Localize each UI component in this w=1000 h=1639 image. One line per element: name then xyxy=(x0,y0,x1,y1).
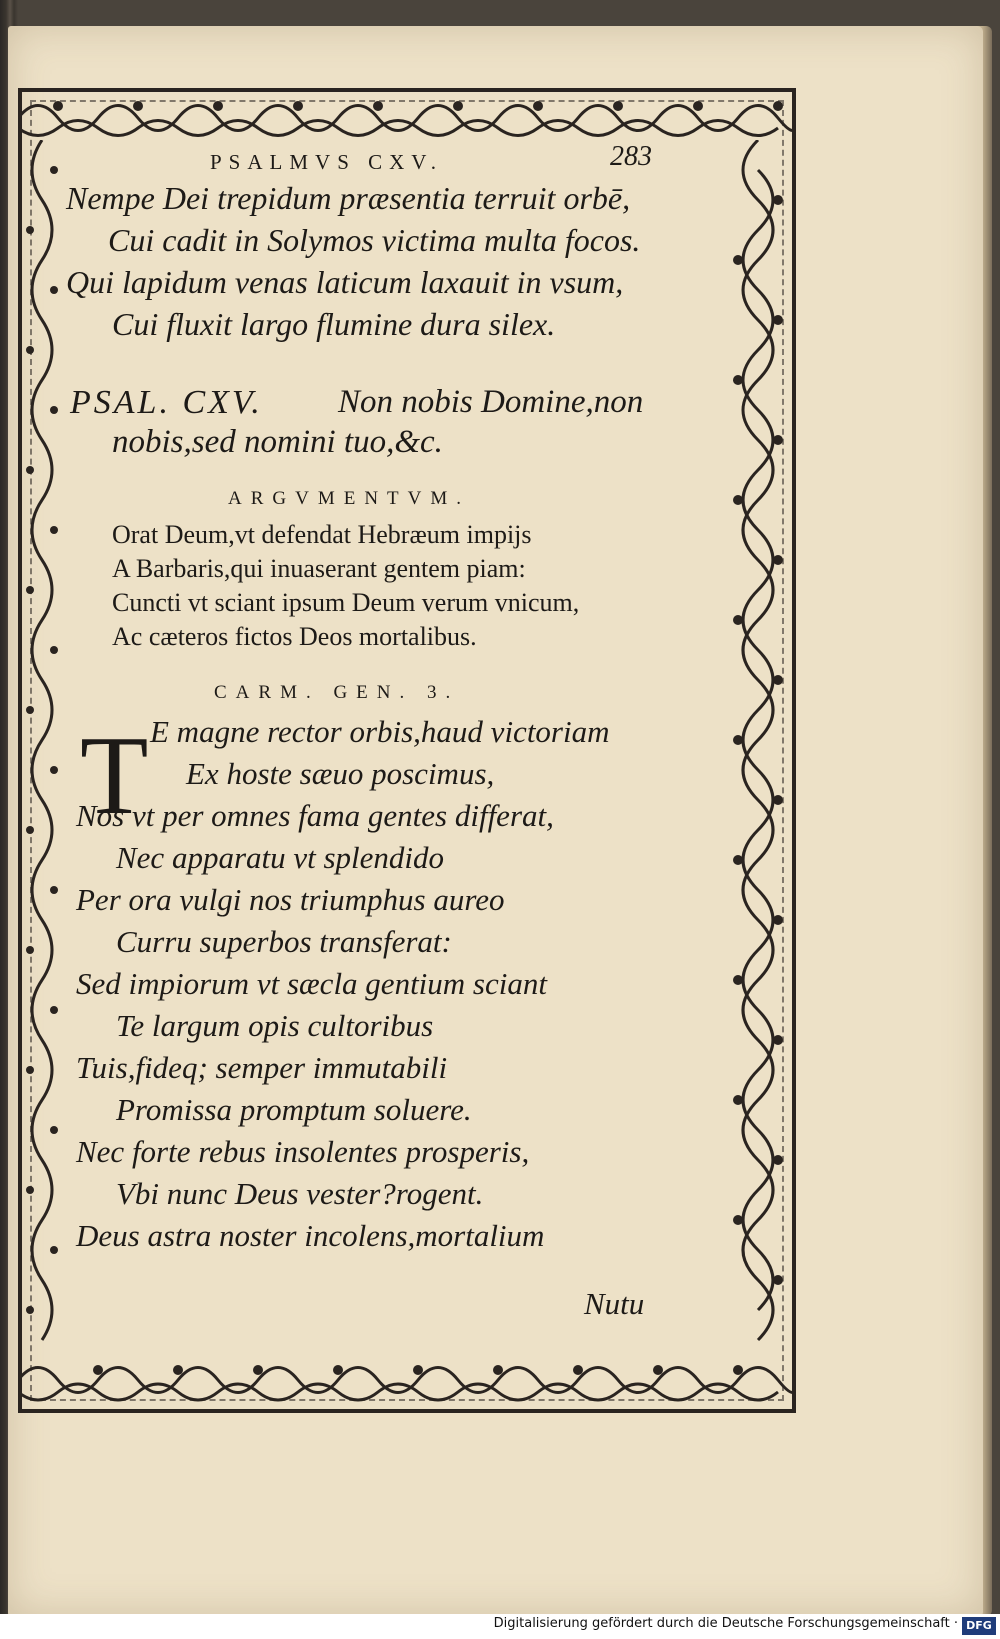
poem-line: Sed impiorum vt sæcla gentium sciant xyxy=(76,966,547,1001)
poem-line: Promissa promptum soluere. xyxy=(116,1092,472,1127)
poem-line: Te largum opis cultoribus xyxy=(116,1008,434,1043)
argument-title: ARGVMENTVM. xyxy=(228,488,471,509)
argument-line: Cuncti vt sciant ipsum Deum verum vnicum, xyxy=(112,588,580,617)
digitization-footer xyxy=(0,1614,1000,1639)
dfg-logo: DFG xyxy=(962,1617,996,1635)
poem-line: Curru superbos transferat: xyxy=(116,924,452,959)
ornament-right-band xyxy=(720,140,796,1354)
verse-line: Qui lapidum venas laticum laxauit in vsum, xyxy=(66,264,624,300)
psalm-incipit: nobis,sed nomini tuo,&c. xyxy=(112,424,443,460)
ornament-bottom-band xyxy=(18,1350,796,1413)
ornament-left-band xyxy=(18,140,66,1354)
poem-line: Ex hoste sæuo poscimus, xyxy=(186,756,495,791)
poem-line: Nec apparatu vt splendido xyxy=(116,840,445,875)
poem-line: E magne rector orbis,haud victoriam xyxy=(150,714,610,749)
poem-line: Per ora vulgi nos triumphus aureo xyxy=(76,882,505,917)
argument-line: Orat Deum,vt defendat Hebræum impijs xyxy=(112,520,532,549)
psalm-label: PSAL. CXV. xyxy=(70,384,263,421)
argument-line: A Barbaris,qui inuaserant gentem piam: xyxy=(112,554,526,583)
drop-cap-initial: T xyxy=(80,714,149,838)
argument-line: Ac cæteros fictos Deos mortalibus. xyxy=(112,622,477,651)
ornament-top-band xyxy=(18,88,796,146)
poem-line: Nos vt per omnes fama gentes differat, xyxy=(76,798,554,833)
poem-line: Tuis,fideq; semper immutabili xyxy=(76,1050,448,1085)
footer-credit: Digitalisierung gefördert durch die Deutsche Forschungsgemeinschaft · xyxy=(493,1616,958,1631)
psalm-incipit: Non nobis Domine,non xyxy=(338,384,644,420)
running-title: PSALMVS CXV. xyxy=(210,150,443,174)
verse-line: Cui cadit in Solymos victima multa focos. xyxy=(108,222,641,258)
verse-line: Nempe Dei trepidum præsentia terruit orbē, xyxy=(66,180,631,216)
poem-line: Vbi nunc Deus vester?rogent. xyxy=(116,1176,484,1211)
verse-line: Cui fluxit largo flumine dura silex. xyxy=(112,306,556,342)
catchword: Nutu xyxy=(584,1286,645,1321)
page-number: 283 xyxy=(610,141,652,172)
carmen-title: CARM. GEN. 3. xyxy=(214,682,460,703)
poem-line: Deus astra noster incolens,mortalium xyxy=(76,1218,545,1253)
poem-line: Nec forte rebus insolentes prosperis, xyxy=(76,1134,530,1169)
